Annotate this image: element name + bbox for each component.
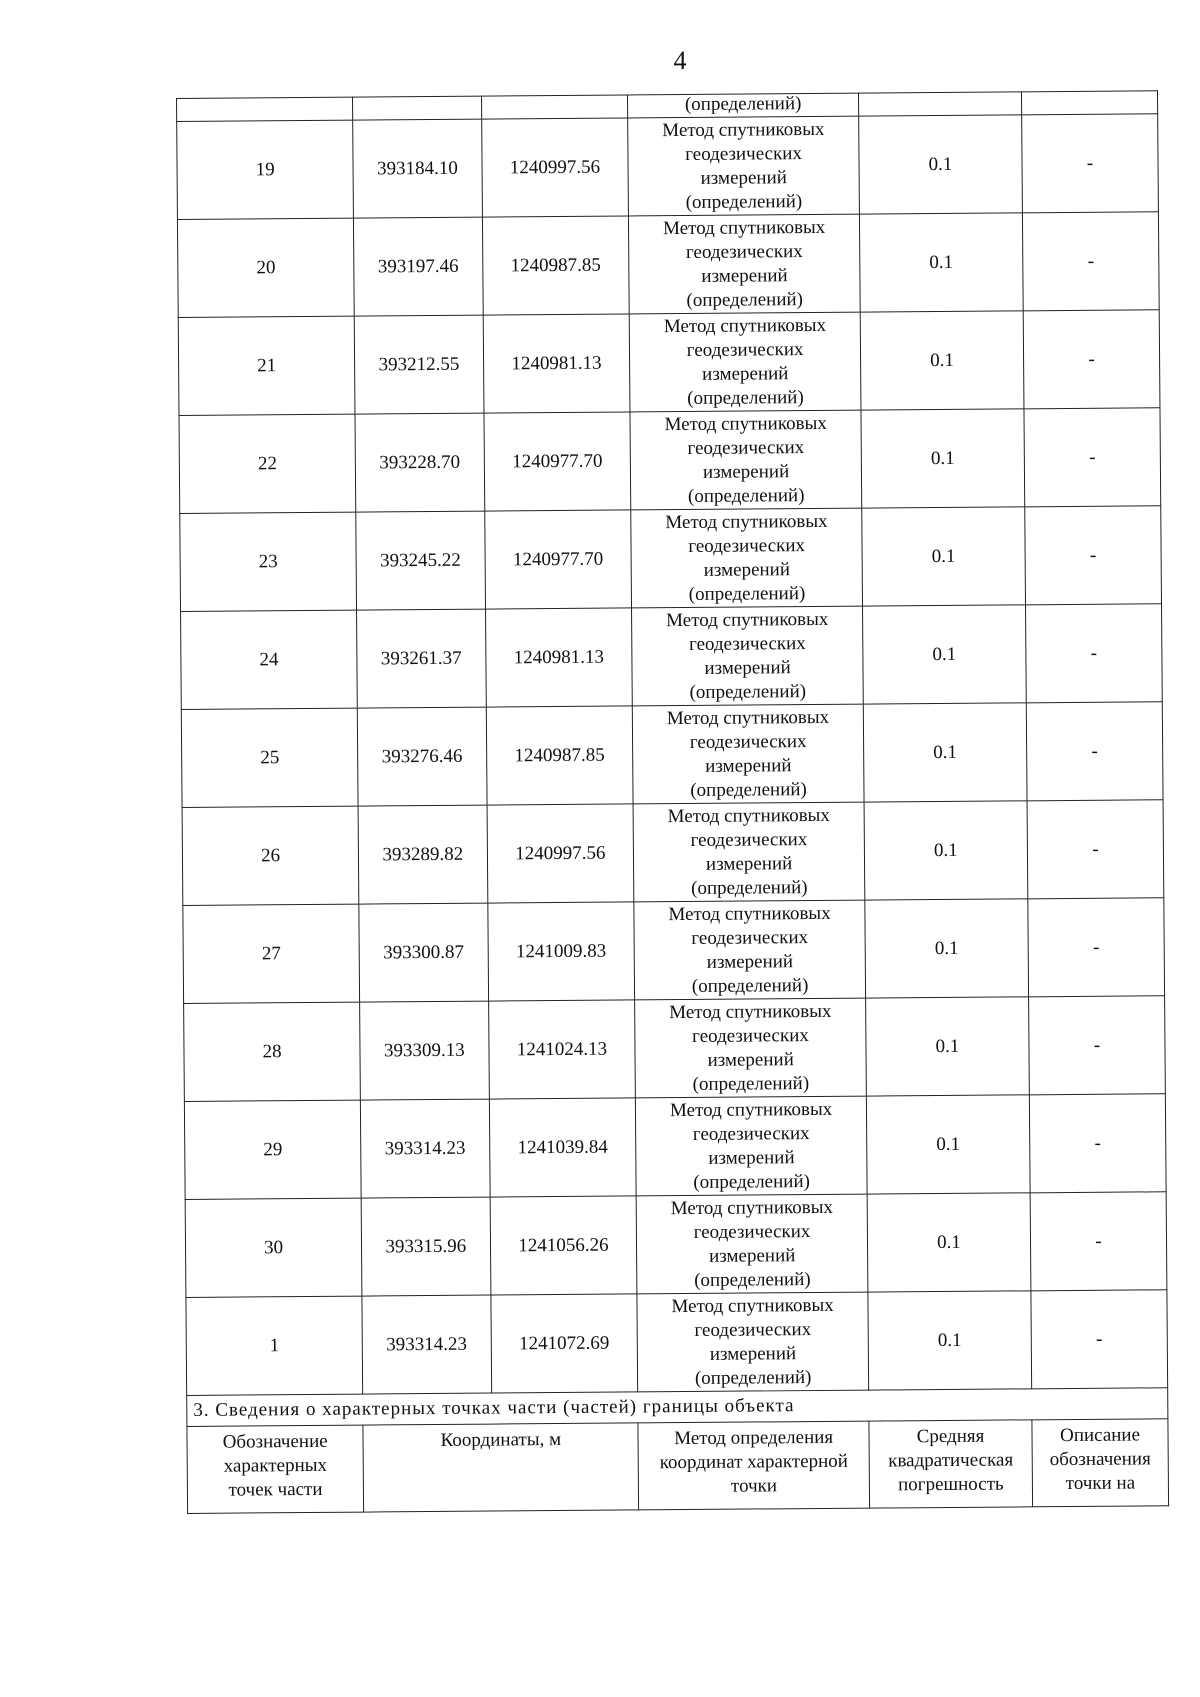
method-line: Метод спутниковых xyxy=(668,902,831,925)
header-coordinates: Координаты, м xyxy=(363,1423,639,1512)
method-line: Метод спутниковых xyxy=(665,510,828,533)
method-line: Метод спутниковых xyxy=(671,1294,834,1317)
table-row xyxy=(184,1094,1166,1200)
point-number-cell: 26 xyxy=(182,806,359,905)
point-description-cell: - xyxy=(1027,800,1164,899)
method-line: Метод спутниковых xyxy=(666,608,829,631)
table-row xyxy=(177,114,1159,220)
coordinate-y-cell: 1240987.85 xyxy=(482,216,630,315)
coordinate-x-cell: 393300.87 xyxy=(359,903,488,1002)
coordinate-y-cell: 1241024.13 xyxy=(488,1000,636,1099)
method-cell xyxy=(630,312,861,412)
method-cell xyxy=(633,802,864,902)
mean-square-error-cell: 0.1 xyxy=(866,1095,1030,1194)
method-line: Метод спутниковых xyxy=(662,118,825,141)
method-line: измерений xyxy=(704,656,791,679)
method-line: (определений) xyxy=(686,288,804,311)
coordinate-y-cell: 1241072.69 xyxy=(490,1294,638,1393)
coordinate-x-cell: 393261.37 xyxy=(357,609,486,708)
point-number-cell: 27 xyxy=(183,904,360,1003)
header-point-description: Описание обозначения точки на xyxy=(1032,1419,1169,1507)
method-cell xyxy=(633,704,864,804)
coordinate-y-cell: 1241056.26 xyxy=(490,1196,638,1295)
coordinates-table-sheet xyxy=(176,90,1169,1514)
method-line: геодезических xyxy=(691,926,809,949)
method-cell xyxy=(634,900,865,1000)
table-row xyxy=(182,800,1164,906)
coordinates-table xyxy=(176,90,1169,1514)
method-line: измерений xyxy=(700,166,787,189)
mean-square-error-cell: 0.1 xyxy=(859,115,1023,214)
method-line: геодезических xyxy=(687,436,805,459)
method-line: измерений xyxy=(708,1146,795,1169)
method-cell xyxy=(630,410,861,510)
method-line: (определений) xyxy=(685,190,803,213)
mean-square-error-cell: 0.1 xyxy=(859,213,1023,312)
mean-square-error-cell: 0.1 xyxy=(865,899,1029,998)
method-cell xyxy=(629,214,860,314)
method-line: Метод спутниковых xyxy=(669,1098,833,1121)
coordinate-x-cell: 393309.13 xyxy=(360,1001,489,1100)
method-line: (определений) xyxy=(688,582,806,605)
method-line: измерений xyxy=(708,1244,796,1267)
table-row xyxy=(180,506,1162,612)
point-description-cell: - xyxy=(1022,114,1159,213)
method-line: Метод спутниковых xyxy=(663,314,827,337)
method-line: Метод спутниковых xyxy=(670,1196,834,1219)
method-line: геодезических xyxy=(688,632,806,655)
table-row xyxy=(181,604,1163,710)
method-line: измерений xyxy=(707,1048,794,1071)
mean-square-error-cell: 0.1 xyxy=(862,605,1026,704)
coordinate-x-cell: 393212.55 xyxy=(354,315,483,414)
mean-square-error-cell: 0.1 xyxy=(863,703,1027,802)
coordinate-y-cell: 1240981.13 xyxy=(483,314,631,413)
page-number: 4 xyxy=(673,46,687,75)
method-line: измерений xyxy=(705,754,792,777)
header-mean-square-error: Средняя квадратическая погрешность xyxy=(869,1420,1033,1508)
method-line: (определений) xyxy=(690,876,808,899)
method-line: геодезических xyxy=(688,534,806,557)
mean-square-error-cell: 0.1 xyxy=(865,997,1029,1096)
method-line: (определений) xyxy=(694,1366,812,1389)
method-line: (определений) xyxy=(687,386,804,409)
method-line: геодезических xyxy=(690,828,808,851)
method-line: измерений xyxy=(702,362,789,385)
method-line: (определений) xyxy=(691,974,809,997)
method-line: (определений) xyxy=(687,484,805,507)
point-number-cell: 23 xyxy=(180,512,357,611)
point-description-cell: - xyxy=(1029,1094,1166,1193)
method-line: (определений) xyxy=(690,778,807,801)
method-line: измерений xyxy=(706,950,794,973)
mean-square-error-cell: 0.1 xyxy=(861,409,1025,508)
coordinate-y-cell: 1241009.83 xyxy=(487,902,635,1001)
coordinate-x-cell: 393184.10 xyxy=(353,119,482,218)
method-line: Метод спутниковых xyxy=(666,706,830,729)
point-number-cell: 21 xyxy=(178,316,355,415)
point-description-cell: - xyxy=(1031,1290,1168,1389)
point-description-cell: - xyxy=(1028,898,1165,997)
method-line: геодезических xyxy=(689,730,807,753)
method-line: геодезических xyxy=(686,338,804,361)
point-number-cell: 28 xyxy=(184,1002,361,1101)
coordinate-x-cell: 393289.82 xyxy=(358,805,487,904)
point-description-cell: - xyxy=(1023,310,1160,409)
method-cell xyxy=(628,116,859,216)
point-number-cell: 1 xyxy=(186,1296,363,1395)
table-row xyxy=(179,408,1161,514)
coordinate-y-cell: 1241039.84 xyxy=(489,1098,637,1197)
method-line: (определений) xyxy=(694,1268,811,1291)
method-line: геодезических xyxy=(685,142,803,165)
method-line: измерений xyxy=(705,852,793,875)
mean-square-error-cell: 0.1 xyxy=(867,1193,1031,1292)
point-description-cell: - xyxy=(1026,702,1163,801)
table-row xyxy=(185,1192,1167,1298)
method-line: измерений xyxy=(702,460,790,483)
method-line: геодезических xyxy=(685,240,803,263)
point-number-cell: 30 xyxy=(185,1198,362,1297)
point-number-cell: 19 xyxy=(177,120,354,219)
coordinate-y-cell: 1240981.13 xyxy=(485,608,633,707)
table-row xyxy=(181,702,1163,808)
section-3-header-row xyxy=(187,1419,1169,1514)
point-description-cell: - xyxy=(1030,1192,1167,1291)
method-line: измерений xyxy=(703,558,791,581)
coordinate-x-cell: 393228.70 xyxy=(355,413,484,512)
coordinate-x-cell: 393314.23 xyxy=(362,1295,491,1394)
table-row xyxy=(186,1290,1168,1396)
table-row xyxy=(184,996,1166,1102)
method-cell xyxy=(637,1292,868,1392)
table-row xyxy=(177,212,1159,318)
coordinate-x-cell: 393245.22 xyxy=(356,511,485,610)
mean-square-error-cell: 0.1 xyxy=(864,801,1028,900)
method-cell xyxy=(632,606,863,706)
point-number-cell: 29 xyxy=(184,1100,361,1199)
method-line: Метод спутниковых xyxy=(669,1000,832,1023)
coordinate-x-cell: 393197.46 xyxy=(354,217,483,316)
coordinate-y-cell: 1240977.70 xyxy=(483,412,631,511)
section-3-title: 3. Сведения о характерных точках части (частей) границы объекта xyxy=(187,1388,1168,1427)
method-line: геодезических xyxy=(694,1318,812,1341)
method-line: измерений xyxy=(709,1342,797,1365)
mean-square-error-cell: 0.1 xyxy=(868,1291,1032,1390)
method-cell xyxy=(635,998,866,1098)
coordinate-x-cell: 393315.96 xyxy=(361,1197,490,1296)
method-line: измерений xyxy=(701,264,788,287)
method-cell xyxy=(631,508,862,608)
point-description-cell: - xyxy=(1022,212,1159,311)
point-number-cell: 22 xyxy=(179,414,356,513)
point-number-cell: 25 xyxy=(181,708,358,807)
method-line: Метод спутниковых xyxy=(667,804,830,827)
coordinate-y-cell: 1240987.85 xyxy=(486,706,634,805)
method-line: (определений) xyxy=(693,1170,810,1193)
coordinate-x-cell: 393314.23 xyxy=(361,1099,490,1198)
coordinate-y-cell: 1240977.70 xyxy=(484,510,632,609)
point-description-cell: - xyxy=(1025,506,1162,605)
method-line: (определений) xyxy=(689,680,807,703)
point-description-cell: - xyxy=(1029,996,1166,1095)
method-line: Метод спутниковых xyxy=(662,216,826,239)
coordinate-y-cell: 1240997.56 xyxy=(481,118,629,217)
coordinate-x-cell: 393276.46 xyxy=(357,707,486,806)
header-point-designation: Обозначение характерных точек части xyxy=(187,1425,364,1513)
method-cell xyxy=(636,1194,867,1294)
header-method: Метод определения координат характерной точки xyxy=(638,1421,869,1510)
table-row xyxy=(183,898,1165,1004)
coordinate-y-cell: 1240997.56 xyxy=(487,804,635,903)
point-description-cell: - xyxy=(1026,604,1163,703)
table-row xyxy=(178,310,1160,416)
point-number-cell: 20 xyxy=(177,218,354,317)
method-cell: (определений) xyxy=(628,93,859,118)
method-line: Метод спутниковых xyxy=(664,412,827,435)
method-line: (определений) xyxy=(692,1072,810,1095)
point-description-cell: - xyxy=(1024,408,1161,507)
method-line: геодезических xyxy=(692,1122,810,1145)
mean-square-error-cell: 0.1 xyxy=(862,507,1026,606)
method-cell xyxy=(636,1096,867,1196)
point-number-cell: 24 xyxy=(181,610,358,709)
method-line: геодезических xyxy=(692,1024,809,1047)
mean-square-error-cell: 0.1 xyxy=(860,311,1024,410)
method-line: геодезических xyxy=(693,1220,811,1243)
